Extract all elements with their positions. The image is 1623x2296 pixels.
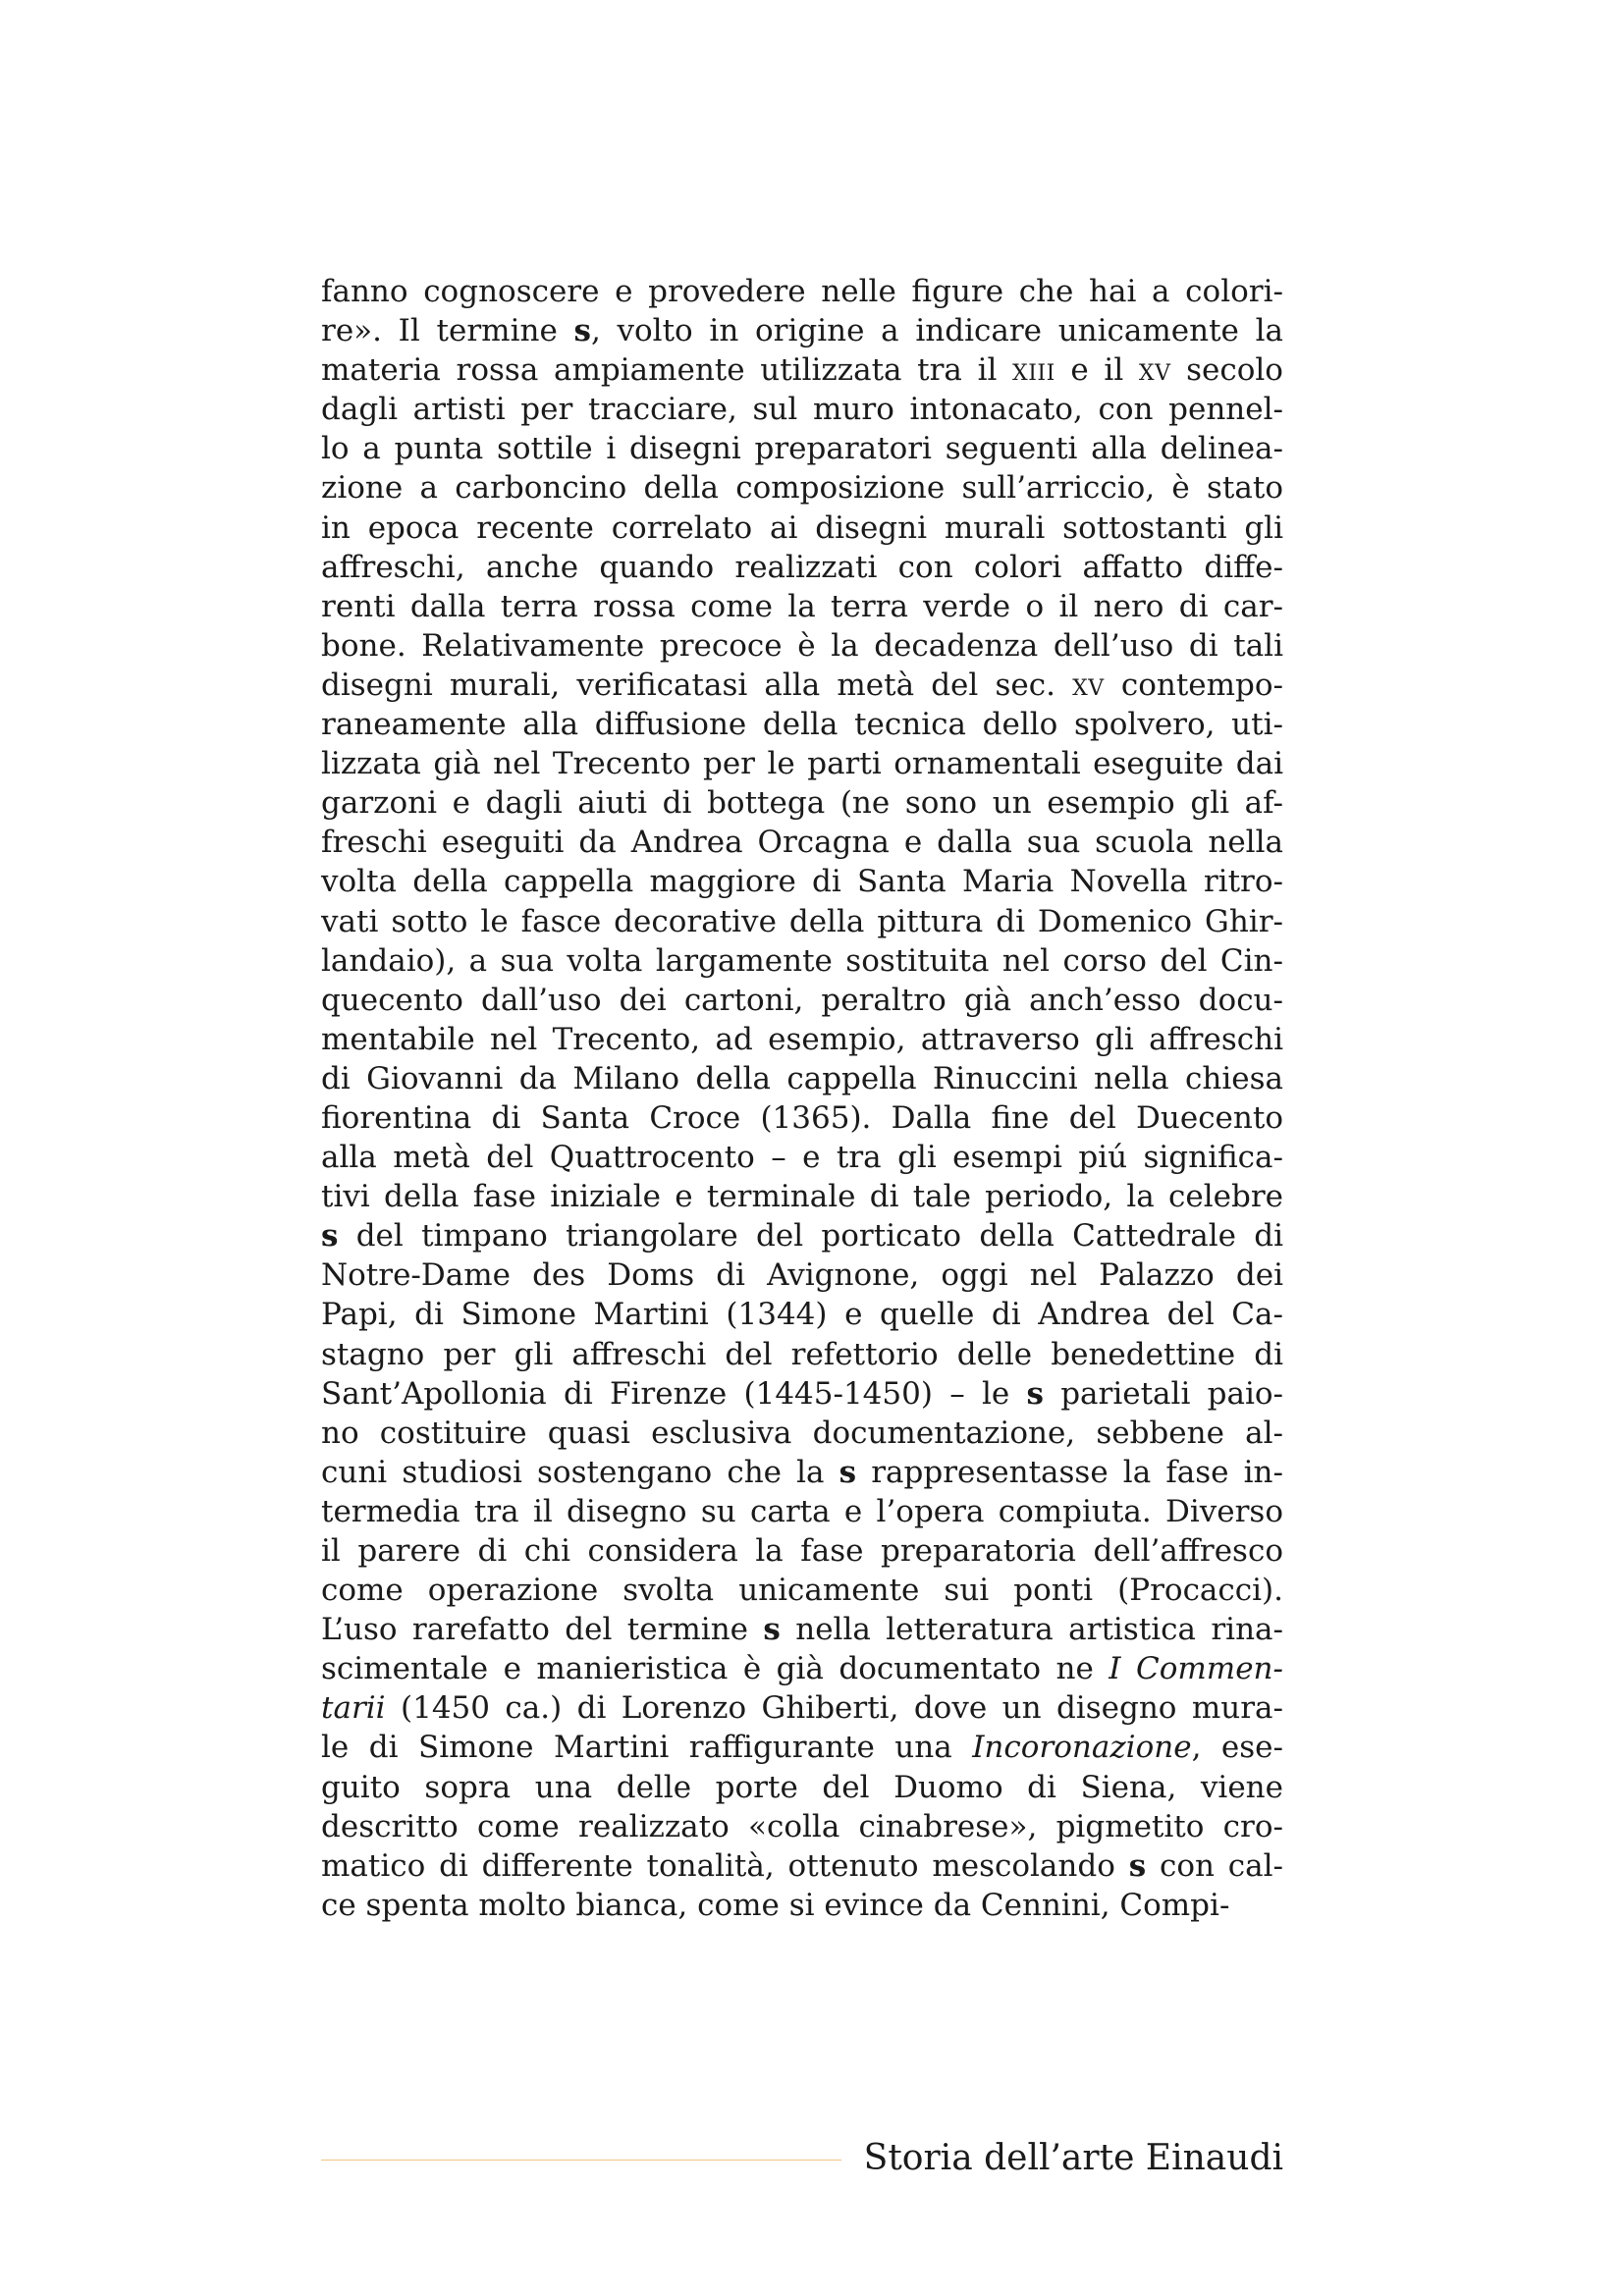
text-line: s del timpano triangolare del porticato della Cattedrale di: [321, 1218, 1283, 1255]
text-line: scimentale e manieristica è già documentato ne I Commen-: [321, 1651, 1283, 1687]
text-line: di Giovanni da Milano della cappella Rinuccini nella chiesa: [321, 1060, 1283, 1096]
text-line: L’uso rarefatto del termine s nella letteratura artistica rina-: [321, 1612, 1283, 1648]
text-line: affreschi, anche quando realizzati con colori affatto diffe-: [321, 549, 1283, 585]
text-line: descritto come realizzato «colla cinabrese», pigmetito cro-: [321, 1808, 1283, 1844]
text-line: come operazione svolta unicamente sui ponti (Procacci).: [321, 1573, 1283, 1609]
text-line: tarii (1450 ca.) di Lorenzo Ghiberti, dove un disegno mura-: [321, 1690, 1283, 1727]
text-line: landaio), a sua volta largamente sostituita nel corso del Cin-: [321, 942, 1283, 979]
text-line: stagno per gli affreschi del refettorio delle benedettine di: [321, 1336, 1283, 1372]
text-line: il parere di chi considera la fase preparatoria dell’affresco: [321, 1533, 1283, 1569]
text-line: raneamente alla diffusione della tecnica dello spolvero, uti-: [321, 707, 1283, 743]
text-line: cuni studiosi sostengano che la s rappresentasse la fase in-: [321, 1454, 1283, 1490]
text-line: garzoni e dagli aiuti di bottega (ne sono un esempio gli af-: [321, 785, 1283, 822]
text-line: quecento dall’uso dei cartoni, peraltro già anch’esso docu-: [321, 982, 1283, 1018]
text-line: termedia tra il disegno su carta e l’opera compiuta. Diverso: [321, 1493, 1283, 1529]
text-line: ce spenta molto bianca, come si evince da Cennini, Compi-: [321, 1887, 1230, 1923]
text-line: zione a carboncino della composizione sull’arriccio, è stato: [321, 470, 1283, 507]
text-line: fanno cognoscere e provedere nelle figure che hai a colori-: [321, 274, 1283, 309]
text-line: mentabile nel Trecento, ad esempio, attraverso gli affreschi: [321, 1021, 1283, 1057]
text-line: fiorentina di Santa Croce (1365). Dalla fine del Duecento: [321, 1099, 1283, 1136]
text-line: guito sopra una delle porte del Duomo di Siena, viene: [321, 1769, 1283, 1805]
text-line: lo a punta sottile i disegni preparatori seguenti alla delinea-: [321, 431, 1283, 467]
text-line: alla metà del Quattrocento – e tra gli esempi piú significa-: [321, 1140, 1283, 1176]
footer-title: Storia dell’arte Einaudi: [863, 2138, 1283, 2178]
text-line: volta della cappella maggiore di Santa Maria Novella ritro-: [321, 864, 1283, 900]
text-line: lizzata già nel Trecento per le parti ornamentali eseguite dai: [321, 746, 1283, 782]
text-line: le di Simone Martini raffigurante una Incoronazione, ese-: [321, 1730, 1283, 1766]
text-line: vati sotto le fasce decorative della pittura di Domenico Ghir-: [321, 903, 1283, 939]
text-line: in epoca recente correlato ai disegni murali sottostanti gli: [321, 509, 1283, 546]
text-line: no costituire quasi esclusiva documentazione, sebbene al-: [321, 1415, 1283, 1451]
page-footer: [321, 2134, 1283, 2183]
text-line: re». Il termine s, volto in origine a indicare unicamente la: [321, 313, 1283, 349]
text-line: matico di differente tonalità, ottenuto mescolando s con cal-: [321, 1847, 1283, 1884]
text-line: materia rossa ampiamente utilizzata tra il xiii e il xv secolo: [321, 352, 1283, 389]
text-line: Papi, di Simone Martini (1344) e quelle di Andrea del Ca-: [321, 1297, 1283, 1333]
text-line: tivi della fase iniziale e terminale di tale periodo, la celebre: [321, 1179, 1283, 1215]
text-line: renti dalla terra rossa come la terra verde o il nero di car-: [321, 588, 1283, 624]
text-line: dagli artisti per tracciare, sul muro intonacato, con pennel-: [321, 392, 1283, 428]
body-text: [321, 272, 1283, 1925]
text-line: bone. Relativamente precoce è la decadenza dell’uso di tali: [321, 627, 1283, 664]
footer-rule: [321, 2160, 841, 2161]
text-line: Notre-Dame des Doms di Avignone, oggi nel Palazzo dei: [321, 1257, 1283, 1294]
text-line: Sant’Apollonia di Firenze (1445-1450) – le s parietali paio-: [321, 1375, 1283, 1412]
text-line: freschi eseguiti da Andrea Orcagna e dalla sua scuola nella: [321, 825, 1283, 861]
text-line: disegni murali, verificatasi alla metà del sec. xv contempo-: [321, 667, 1283, 703]
